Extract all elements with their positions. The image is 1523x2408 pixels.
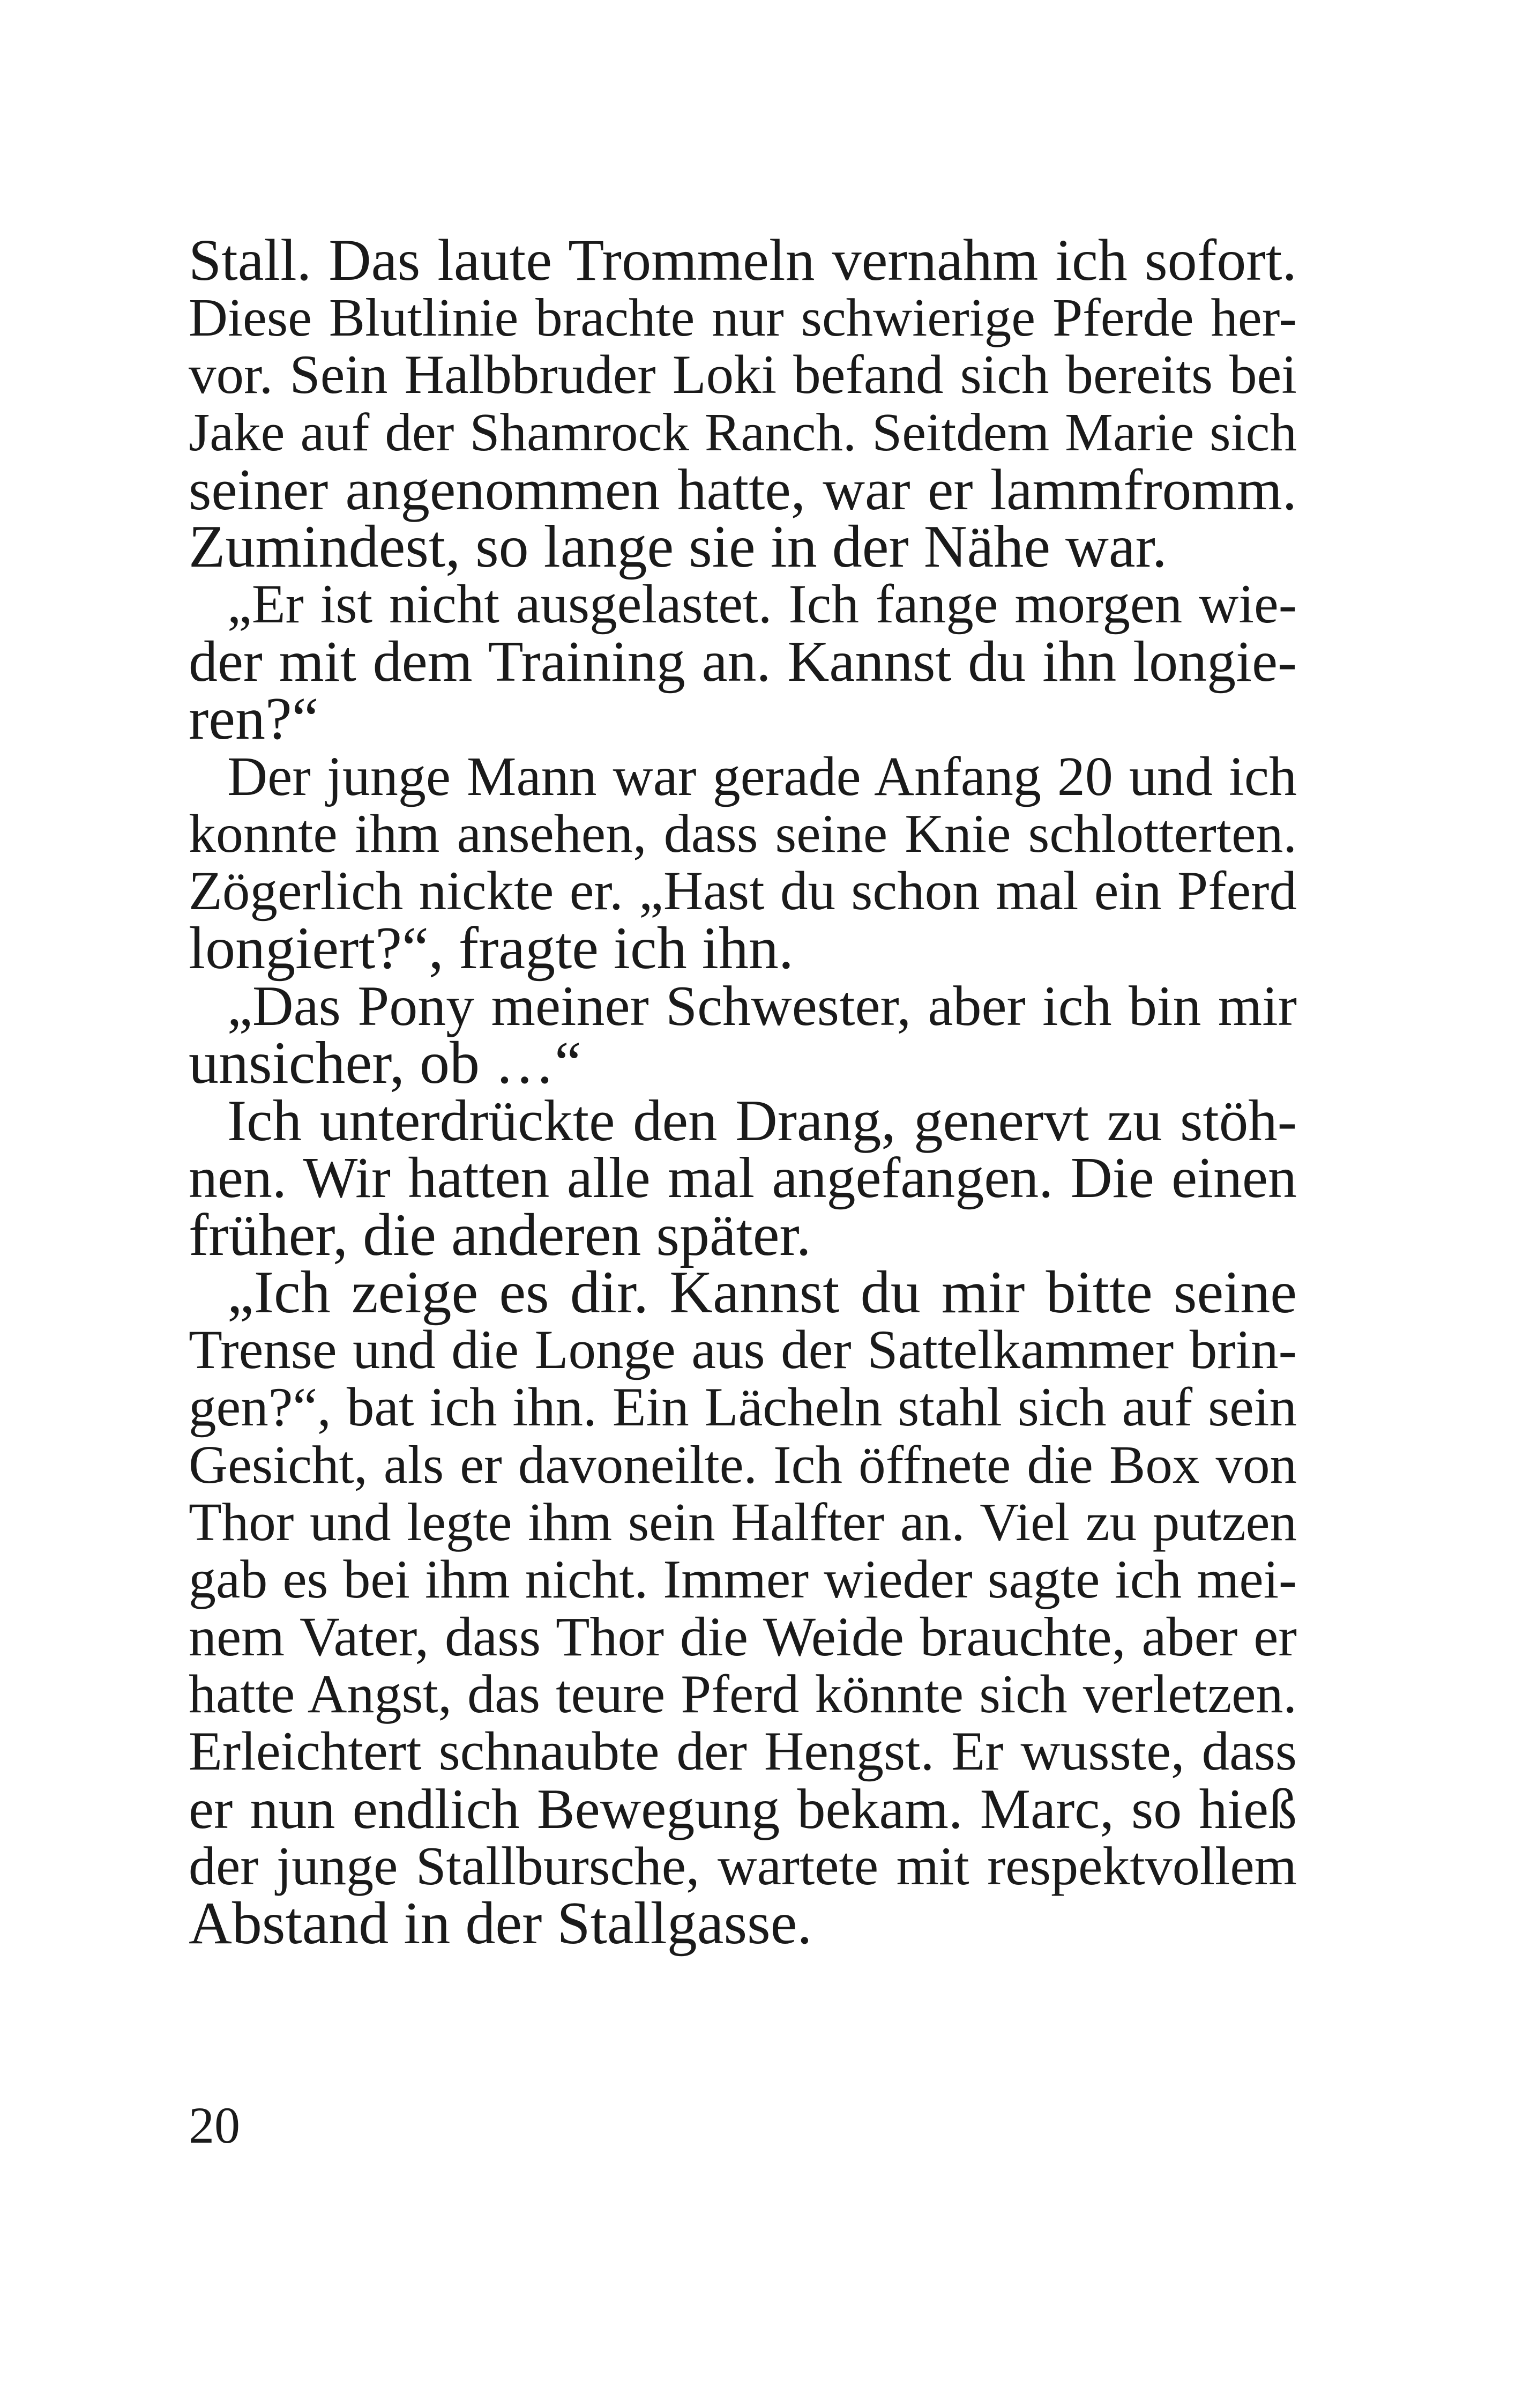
page-number: 20 bbox=[189, 2097, 240, 2154]
text-line: nen. Wir hatten alle mal angefangen. Die einen bbox=[189, 1146, 1297, 1210]
text-line: Der junge Mann war gerade Anfang 20 und ich bbox=[227, 746, 1297, 807]
text-line: Jake auf der Shamrock Ranch. Seitdem Marie sich bbox=[189, 402, 1297, 462]
text-line: Gesicht, als er davoneilte. Ich öffnete die Box von bbox=[189, 1435, 1297, 1495]
text-line: „Ich zeige es dir. Kannst du mir bitte seine bbox=[227, 1259, 1297, 1326]
text-line: er nun endlich Bewegung bekam. Marc, so hieß bbox=[189, 1778, 1297, 1840]
text-line: ren?“ bbox=[189, 686, 319, 752]
body-text bbox=[189, 227, 1297, 1957]
text-line: Zumindest, so lange sie in der Nähe war. bbox=[189, 514, 1167, 580]
text-line: Abstand in der Stallgasse. bbox=[189, 1890, 812, 1957]
text-line: früher, die anderen später. bbox=[189, 1202, 811, 1268]
text-line: Thor und legte ihm sein Halfter an. Viel zu putzen bbox=[189, 1492, 1297, 1552]
text-line: Stall. Das laute Trommeln vernahm ich sofort. bbox=[189, 227, 1297, 293]
text-line: vor. Sein Halbbruder Loki befand sich bereits bei bbox=[189, 344, 1297, 405]
text-line: longiert?“, fragte ich ihn. bbox=[189, 915, 794, 982]
text-line: gen?“, bat ich ihn. Ein Lächeln stahl sich auf sein bbox=[189, 1377, 1297, 1438]
text-line: Trense und die Longe aus der Sattelkammer brin- bbox=[189, 1319, 1297, 1380]
text-line: seiner angenommen hatte, war er lammfromm. bbox=[189, 457, 1297, 522]
text-line: „Das Pony meiner Schwester, aber ich bin mir bbox=[227, 975, 1297, 1037]
text-line: Erleichtert schnaubte der Hengst. Er wusste, dass bbox=[189, 1721, 1297, 1782]
text-line: Zögerlich nickte er. „Hast du schon mal ein Pferd bbox=[189, 860, 1297, 921]
text-line: „Er ist nicht ausgelastet. Ich fange morgen wie- bbox=[227, 574, 1297, 635]
text-line: konnte ihm ansehen, dass seine Knie schlotterten. bbox=[189, 804, 1297, 864]
text-line: hatte Angst, das teure Pferd könnte sich verletzen. bbox=[189, 1664, 1297, 1725]
text-line: nem Vater, dass Thor die Weide brauchte, aber er bbox=[189, 1606, 1297, 1668]
text-line: der mit dem Training an. Kannst du ihn longie- bbox=[189, 630, 1297, 694]
text-line: Diese Blutlinie brachte nur schwierige Pferde her- bbox=[189, 287, 1297, 347]
text-line: gab es bei ihm nicht. Immer wieder sagte ich mei- bbox=[189, 1549, 1297, 1610]
text-line: der junge Stallbursche, wartete mit respektvollem bbox=[189, 1836, 1297, 1897]
text-line: unsicher, ob …“ bbox=[189, 1030, 581, 1096]
text-line: Ich unterdrückte den Drang, genervt zu stöh- bbox=[227, 1088, 1297, 1153]
